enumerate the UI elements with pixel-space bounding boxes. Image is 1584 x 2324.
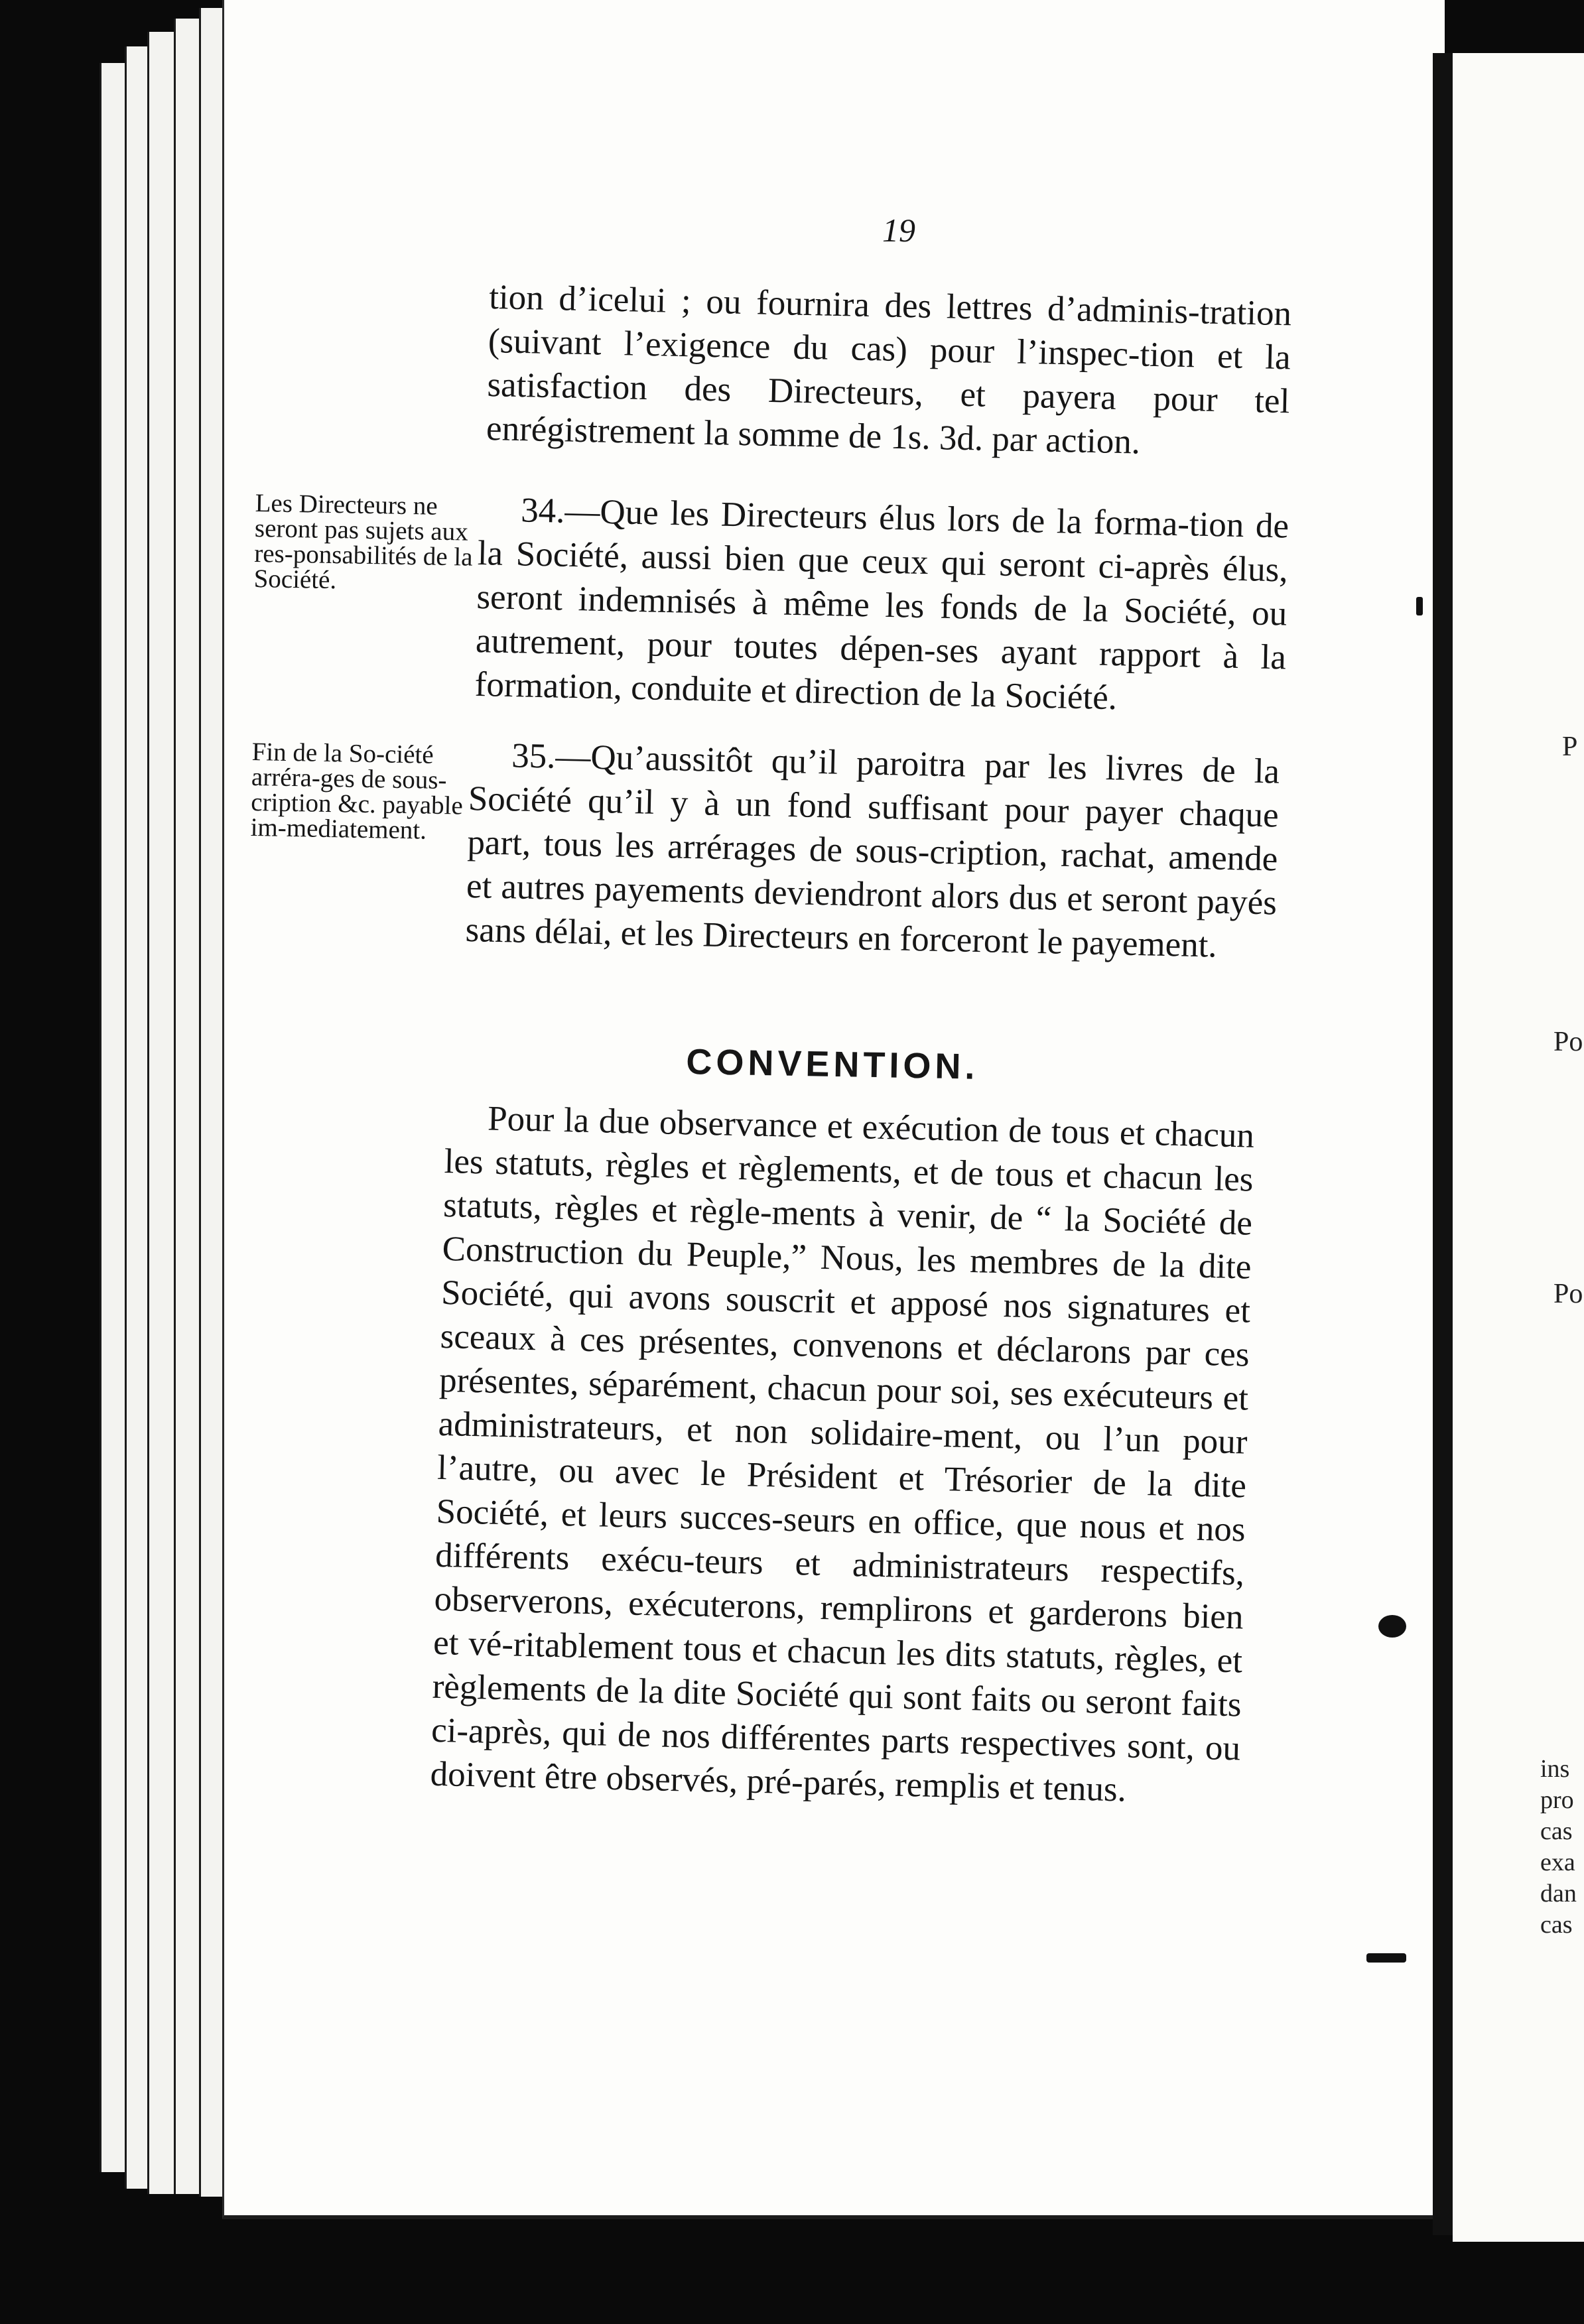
facing-page-fragment (1453, 53, 1584, 2242)
facing-page-text: cas (1540, 1817, 1573, 1845)
paragraph-article-35 (465, 733, 1280, 969)
paragraph-text: tion d’icelui ; ou fournira des lettres d’adminis-tration (suivant l’exigence du cas) pour l’inspec-tion et la satisfaction des Directeurs, et payera pour tel enrégistrement la somme de 1s. 3d. par action. (486, 277, 1292, 462)
paragraph-text: 34.—Que les Directeurs élus lors de la forma-tion de la Société, aussi bien que ceux qui seront ci-après élus, seront indemnisés à même les fonds de la Société, ou autrement, pour toutes dépen-ses ayant rapport à la formation, conduite et direction de la Société. (474, 491, 1289, 718)
ink-blot (1366, 1953, 1406, 1963)
facing-page-text: ins (1540, 1755, 1570, 1783)
facing-page-text: Po (1553, 1279, 1583, 1309)
ink-blot (1378, 1615, 1406, 1638)
paragraph-article-34 (474, 487, 1289, 724)
margin-note-34: Les Directeurs ne seront pas sujets aux res-ponsabilités de la Société. (253, 489, 473, 595)
margin-note-35: Fin de la So-ciété arréra-ges de sous-cription &c. payable im-mediatement. (250, 738, 464, 845)
paragraph-continuation (486, 275, 1291, 467)
paragraph-text: Pour la due observance et exécution de tous et chacun les statuts, règles et règlements, et de tous et chacun les statuts, règles et règle-ments à venir, de “ la Société de Construction du Peuple,” Nous, les membres de la dite Société, qui avons souscrit et apposé nos signatures et sceaux à ces présentes, convenons et déclarons par ces présentes, séparément, chacun pour soi, ses exécuteurs et administrateurs, et non solidaire-ment, ou l’un pour l’autre, ou avec le Président et Trésorier de la dite Société, et leurs succes-seurs en office, que nous et nos différents exécu-teurs et administrateurs respectifs, observerons, exécuterons, remplirons et garderons bien et vé-ritablement tous et chacun les dits statuts, règles, et règlements de la dite Société qui sont faits ou seront faits ci-après, qui de nos différentes parts respectives sont, ou doivent être observés, pré-parés, remplis et tenus. (430, 1099, 1255, 1809)
facing-page-text: cas (1540, 1911, 1573, 1939)
page-number: 19 (882, 212, 915, 249)
facing-page-text: dan (1540, 1880, 1577, 1907)
facing-page-text: exa (1540, 1848, 1575, 1876)
facing-page-text: P (1562, 732, 1578, 762)
facing-page-text: Po (1553, 1027, 1583, 1057)
paragraph-convention (430, 1096, 1255, 1814)
section-heading: CONVENTION. (685, 1041, 979, 1087)
book-binding-shadow (1433, 53, 1453, 2235)
facing-page-text: pro (1540, 1786, 1574, 1814)
paragraph-text: 35.—Qu’aussitôt qu’il paroitra par les livres de la Société qu’il y à un fond suffisant pour payer chaque part, tous les arrérages de sous-cription, rachat, amende et autres payements deviendront alors dus et seront payés sans délai, et les Directeurs en forceront le payement. (465, 736, 1280, 965)
ink-blot (1416, 597, 1423, 615)
